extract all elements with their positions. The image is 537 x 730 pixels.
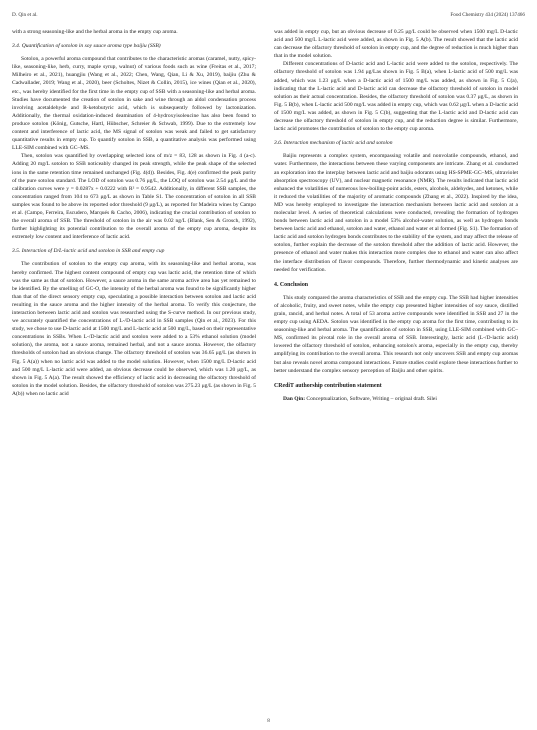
section-heading-3-4: 3.4. Quantification of sotolon in soy sauce aroma type baijiu (SSB) <box>12 43 161 50</box>
running-header-authors: D. Qin et al. <box>12 12 38 18</box>
section-heading-credit: CRediT authorship contribution statement <box>274 382 382 389</box>
section-heading-conclusion: 4. Conclusion <box>274 281 309 288</box>
paragraph: The contribution of sotolon to the empty cup aroma, with its seasoning-like and herbal aroma, was hereby confirmed. The highest content compound of empty cup was lactic acid, the retention time of which was the same as that of sotolon. However, a sauce aroma in the same aroma active area has yet remained to be identified. By the smelling of GC-O, the intensity of the herbal aroma was found to be significantly higher than that of the direct sensory empty cup, speculating a possible interaction between sotolon and lactic acid resulting in the sauce aroma and the higher intensity of the herbal aroma. To verify this conjecture, the interaction between lactic acid and sotolon was researched using the S-curve method. In our previous study, we accurately quantified the concentrations of L-/D-lactic acid in SSB samples (Qin et al., 2023). For this study, we chose to use D-lactic acid at 1500 mg/L and L-lactic acid at 500 mg/L, based on their representative concentrations in SSBs. When L-/D-lactic acid and sotolon were added to a 53% ethanol solution (model solution), the aroma, not a sauce aroma, remained herbal, and not a sauce aroma. However, the olfactory thresholds of sotolon had an obvious change. The olfactory threshold of sotolon was 36.65 μg/L (as shown in Fig. 5 A(a)) when no lactic acid was added to the model solution. However, when 1500 mg/L D-lactic acid and 500 mg/L L-lactic acid were added, an obvious decrease could be observed, which was 1.20 μg/L, as shown in Fig. 5 A(a). The result showed the efficiency of lactic acid in decreasing the olfactory threshold of sotolon in the model solution. Besides, the olfactory threshold of sotolon was 275.23 μg/L (as shown in Fig. 5 A(b)) when no lactic acid <box>12 261 256 397</box>
page-number: 8 <box>267 718 270 724</box>
paragraph: Baijiu represents a complex system, encompassing volatile and nonvolatile compounds, ethanol, and water. Furthermore, the interactions between these varying components are intricate. Zhang et al. conducted an exploration into the interplay between lactic acid and baijiu odorants using HS-SPME-GC–MS, ultraviolet absorption spectroscopy (UV), and nuclear magnetic resonance (NMR). The results indicated that lactic acid enhanced the volatilities of numerous low-boiling-point acids, esters, alcohols, aldehydes, and ketones, while it reduced the volatilities of the majority of aromatic compounds (Zhang et al., 2022). Inspired by the idea, MD was hereby employed to investigate the interaction mechanism between lactic acid and sotolon at a molecular level. A series of theoretical calculations were conducted, revealing the formation of hydrogen bonds between lactic acid and sotolon in a model 53% alcohol-water solution, as well as hydrogen bonds between lactic acid and ethanol, sotolon and water, ethanol and water et al formed (Fig. S1). The formation of lactic acid and sotolon hydrogen bonds contributes to the stability of the system, and may affect the release of sotolon, further explain the decrease of the sotolon threshold after the addition of lactic acid. However, the presence of ethanol and water makes this interaction more complex due to ethanol and water can also affect the interface distribution of flavor compounds. Therefore, further thermodynamic and kinetic analyses are needed for verification. <box>274 153 518 273</box>
paragraph: Then, sotolon was quantified by overlapping selected ions of m/z = 83, 128 as shown in Fig. 4 (a-c). Adding 20 mg/L sotolon to SSB noticeably changed its peak strength, while the peak shape of the selected ions in the same retention time remained unchanged (Fig. 4(d)). Besides, Fig. 4(e) confirmed the peak purity of the pure sotolon standard. The LOD of sotolon was 0.76 μg/L, the LOQ of sotolon was 2.54 μg/L and the calibration curves were y = 0.0287x + 0.0222 with R² = 0.9542. Additionally, in different SSB samples, the concentration ranged from 104 to 673 μg/L as shown in Table S1. The concentration of sotolon in all SSB samples was found to be above its reported odor threshold (9 μg/L), as reported for Madeira wines by Campo et al. (Campo, Ferreira, Escudero, Marqués & Cacho, 2006), indicating the crucial contribution of sotolon to the overall aroma of SSB. The threshold of sotolon in the air was 0.02 ng/L (Blank, Sen & Grosch, 1992), further highlighting its potential contribution to the overall aroma of the empty cup aroma, despite its extremely low content and interference of lactic acid. <box>12 153 256 241</box>
running-header-journal[interactable]: Food Chemistry 434 (2024) 137466 <box>450 12 525 18</box>
paragraph: Sotolon, a powerful aroma compound that contributes to the characteristic aromas (caramel, nutty, spicy-like, seasoning-like, herb, curry, maple syrup, walnut) of various foods such as wine (Freitas et al., 2017; Milheiro et al., 2021), huangjiu (Wang et al., 2022; Chen, Wang, Qian, Li & Xu, 2019), baijiu (Zhu & Cadwallader, 2019; Wang et al., 2020), beer (Scholtes, Nizet & Collin, 2015), ice wines (Qian et al., 2020), etc., was hereby identified for the first time in the empty cup of SSB with a seasoning-like and herbal aroma. Studies have documented the creation of sotolon in sake and wine through an aldol condensation process involving acetaldehyde and R-ketobutyric acid, which is subsequently followed by lactonization. Additionally, the thermal oxidation-induced deamination of 4-hydroxyisoleucine has also been found to produce sotolon (König, Gutsche, Hartl, Hübscher, Schreier & Schwab, 1999). Due to the extremely low content and interference of lactic acid, the MS signal of sotolon was weak and failed to get satisfactory quantitative results in empty cup. To quantify sotolon in SSB, a quantitative analysis was performed using LLE-SIM combined with GC–MS. <box>12 56 256 152</box>
paragraph: was added in empty cup, but an obvious decrease of 0.25 μg/L could be observed when 1500 mg/L D-lactic acid and 500 mg/L L-lactic acid were added, as shown in Fig. 5 A(b). The result showed that the lactic acid can decrease the olfactory threshold of sotolon in empty cup, and the degree of reduction is much higher than that in the model solution. <box>274 29 518 60</box>
paragraph <box>274 395 518 403</box>
section-heading-3-5: 3.5. Interaction of D/L-lactic acid and sotolon in SSB and empty cup <box>12 248 165 255</box>
paragraph-text: Conceptualization, Software, Writing – original draft. Silei <box>305 395 437 402</box>
paragraph: with a strong seasoning-like and the herbal aroma in the empty cup aroma. <box>12 29 178 35</box>
left-column <box>12 28 256 398</box>
paragraph: This study compared the aroma characteristics of SSB and the empty cup. The SSB had higher intensities of alcoholic, fruity, and sweet notes, while the empty cup presented higher intensities of soy sauce, distilled grain, rancid, and herbal notes. A total of 53 aroma active compounds were identified in SSB and 27 in the empty cup using AEDA. Sotolon was identified in the empty cup aroma for the first time, contributing to its seasoning-like and herbal aroma. The quantification of sotolon in SSB, using LLE-SIM combined with GC–MS, confirmed its pivotal role in the overall aroma of SSB. Interestingly, lactic acid (L-/D-lactic acid) lowered the olfactory threshold of sotolon, enhancing sotolon's aroma, especially in the empty cup, thereby amplifying its contribution to the overall aroma. This research not only uncovers SSB and empty cup aromas but also reveals novel aroma compound interactions. Future studies could explore these interactions further to better understand the complex sensory perception of Baijiu and other spirits. <box>274 294 518 374</box>
author-name: Dan Qin: <box>283 395 306 402</box>
section-heading-3-6: 3.6. Interaction mechanism of lactic acid and sotolon <box>274 140 393 147</box>
paragraph: Different concentrations of D-lactic acid and L-lactic acid were added to the sotolon, respectively. The olfactory threshold of sotolon was 1.94 μg/Las shown in Fig. 5 B(a), when L-lactic acid of 500 mg/L was added, which was 1.23 μg/L when a D-lactic acid of 1500 mg/L was added, as shown in Fig. 5 C(a), indicating that the L-lactic acid and D-lactic acid can decrease the olfactory threshold of sotolon in model solution as their actual concentration. Besides, the olfactory threshold of sotolon was 0.37 μg/L, as shown in Fig. 5 B(b), when L-lactic acid 500 mg/L was added in empty cup, which was 0.62 μg/L when a D-lactic acid of 1500 mg/L was added, as shown in Fig. 5 C(b), suggesting that the L-lactic acid and D-lactic acid can decrease the olfactory threshold of sotolon in empty cup, and the reduction degree is similar. Furthermore, lactic acid promotes the contribution of sotolon to the empty cup aroma. <box>274 61 518 133</box>
right-column <box>274 28 518 403</box>
